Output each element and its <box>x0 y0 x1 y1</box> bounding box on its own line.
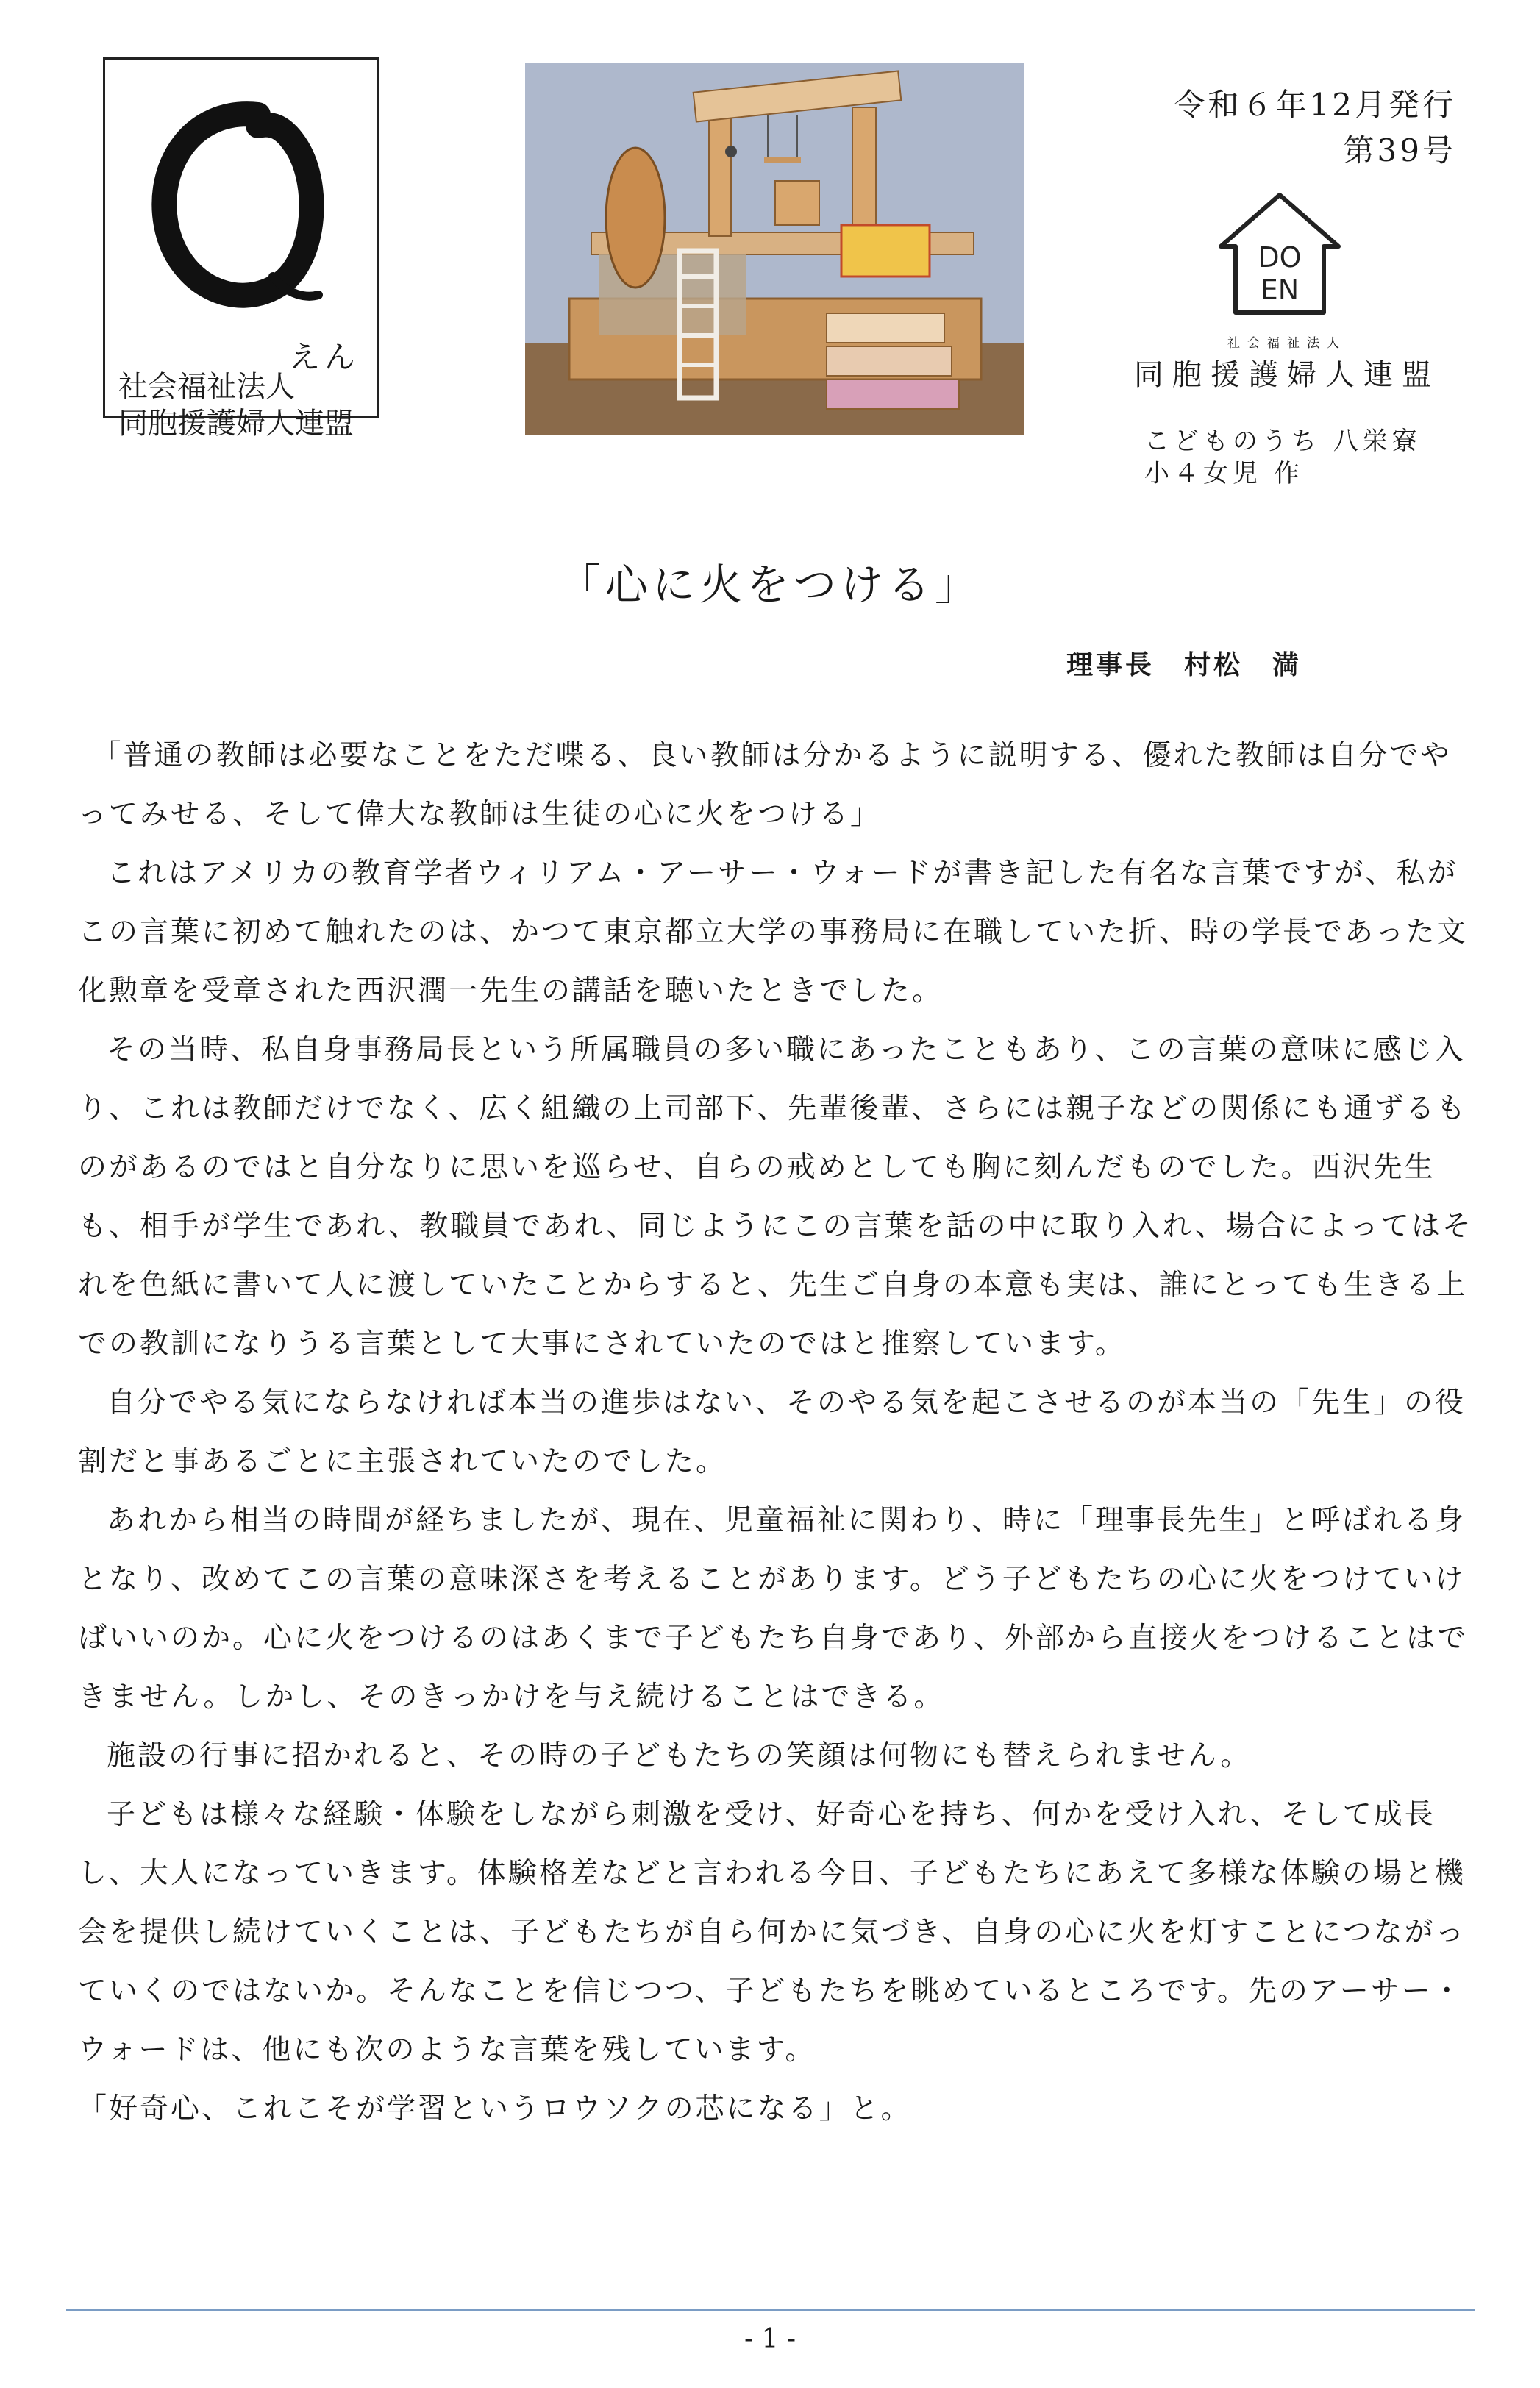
paragraph: あれから相当の時間が経ちましたが、現在、児童福祉に関わり、時に「理事長先生」と呼ばれる身となり、改めてこの言葉の意味深さを考えることがあります。どう子どもたちの心に火をつけていけばいいのか。心に火をつけるのはあくまで子どもたち自身であり、外部から直接火をつけることはできません。しかし、そのきっかけを与え続けることはできる。 <box>78 1504 1469 1714</box>
organization-logo-box <box>103 57 379 441</box>
photo-credit-line1: こどものうち 八栄寮 <box>1144 427 1422 456</box>
logo-organization-name <box>118 368 354 442</box>
paragraph: その当時、私自身事務局長という所属職員の多い職にあったこともあり、この言葉の意味に感じ入り、これは教師だけでなく、広く組織の上司部下、先輩後輩、さらには親子などの関係にも通ずるものがあるのではと自分なりに思いを巡らせ、自らの戒めとしても胸に刻んだものでした。西沢先生も、相手が学生であれ、教職員であれ、同じようにこの言葉を話の中に取り入れ、場合によってはそれを色紙に書いて人に渡していたことからすると、先生ご自身の本意も実は、誰にとっても生きる上での教訓になりうる言葉として大事にされていたのではと推察しています。 <box>78 1033 1474 1361</box>
ensou-circle-icon <box>148 93 324 328</box>
article-author: 理事長 村松 満 <box>1066 650 1302 680</box>
paragraph: 「普通の教師は必要なことをただ喋る、良い教師は分かるように説明する、優れた教師は自分でやってみせる、そして偉大な教師は生徒の心に火をつける」 <box>78 739 1452 831</box>
paragraph: 施設の行事に招かれると、その時の子どもたちの笑顔は何物にも替えられません。 <box>107 1739 1252 1772</box>
photo-credit-line2: 小４女児 作 <box>1144 459 1304 488</box>
issue-number: 第39号 <box>1343 132 1456 168</box>
issue-info <box>1140 82 1456 174</box>
issue-date: 令和６年12月発行 <box>1174 87 1456 123</box>
logo-org-line1: 社会福祉法人 <box>118 370 295 404</box>
article-body <box>78 727 1477 2139</box>
craft-house-photo <box>525 63 1024 435</box>
doen-logo-bottom-text: EN <box>1260 274 1300 306</box>
logo-org-line2: 同胞援護婦人連盟 <box>118 407 354 441</box>
page-number: - 1 - <box>744 2324 796 2354</box>
footer-divider <box>66 2309 1475 2311</box>
photo-credit <box>1144 425 1422 490</box>
doen-house-logo-icon <box>1206 188 1353 320</box>
brand-sub: 社会福祉法人 <box>1227 336 1347 351</box>
doen-logo-top-text: DO <box>1258 241 1302 274</box>
article-title: 「心に火をつける」 <box>557 560 982 610</box>
paragraph: 子どもは様々な経験・体験をしながら刺激を受け、好奇心を持ち、何かを受け入れ、そして成長し、大人になっていきます。体験格差などと言われる今日、子どもたちにあえて多様な体験の場と機会を提供し続けていくことは、子どもたちが自ら何かに気づき、自身の心に火を灯すことにつながっていくのではないか。そんなことを信じつつ、子どもたちを眺めているところです。先のアーサー・ウォードは、他にも次のような言葉を残しています。 <box>78 1798 1466 2067</box>
paragraph: これはアメリカの教育学者ウィリアム・アーサー・ウォードが書き記した有名な言葉ですが、私がこの言葉に初めて触れたのは、かつて東京都立大学の事務局に在職していた折、時の学長であった文化勲章を受章された西沢潤一先生の講話を聴いたときでした。 <box>78 857 1468 1008</box>
brand-name: 同胞援護婦人連盟 <box>1134 358 1440 392</box>
paragraph: 自分でやる気にならなければ本当の進歩はない、そのやる気を起こさせるのが本当の「先生」の役割だと事あるごとに主張されていたのでした。 <box>78 1386 1466 1478</box>
logo-en-label: えん <box>289 339 360 375</box>
paragraph: 「好奇心、これこそが学習というロウソクの芯になる」と。 <box>78 2092 912 2125</box>
